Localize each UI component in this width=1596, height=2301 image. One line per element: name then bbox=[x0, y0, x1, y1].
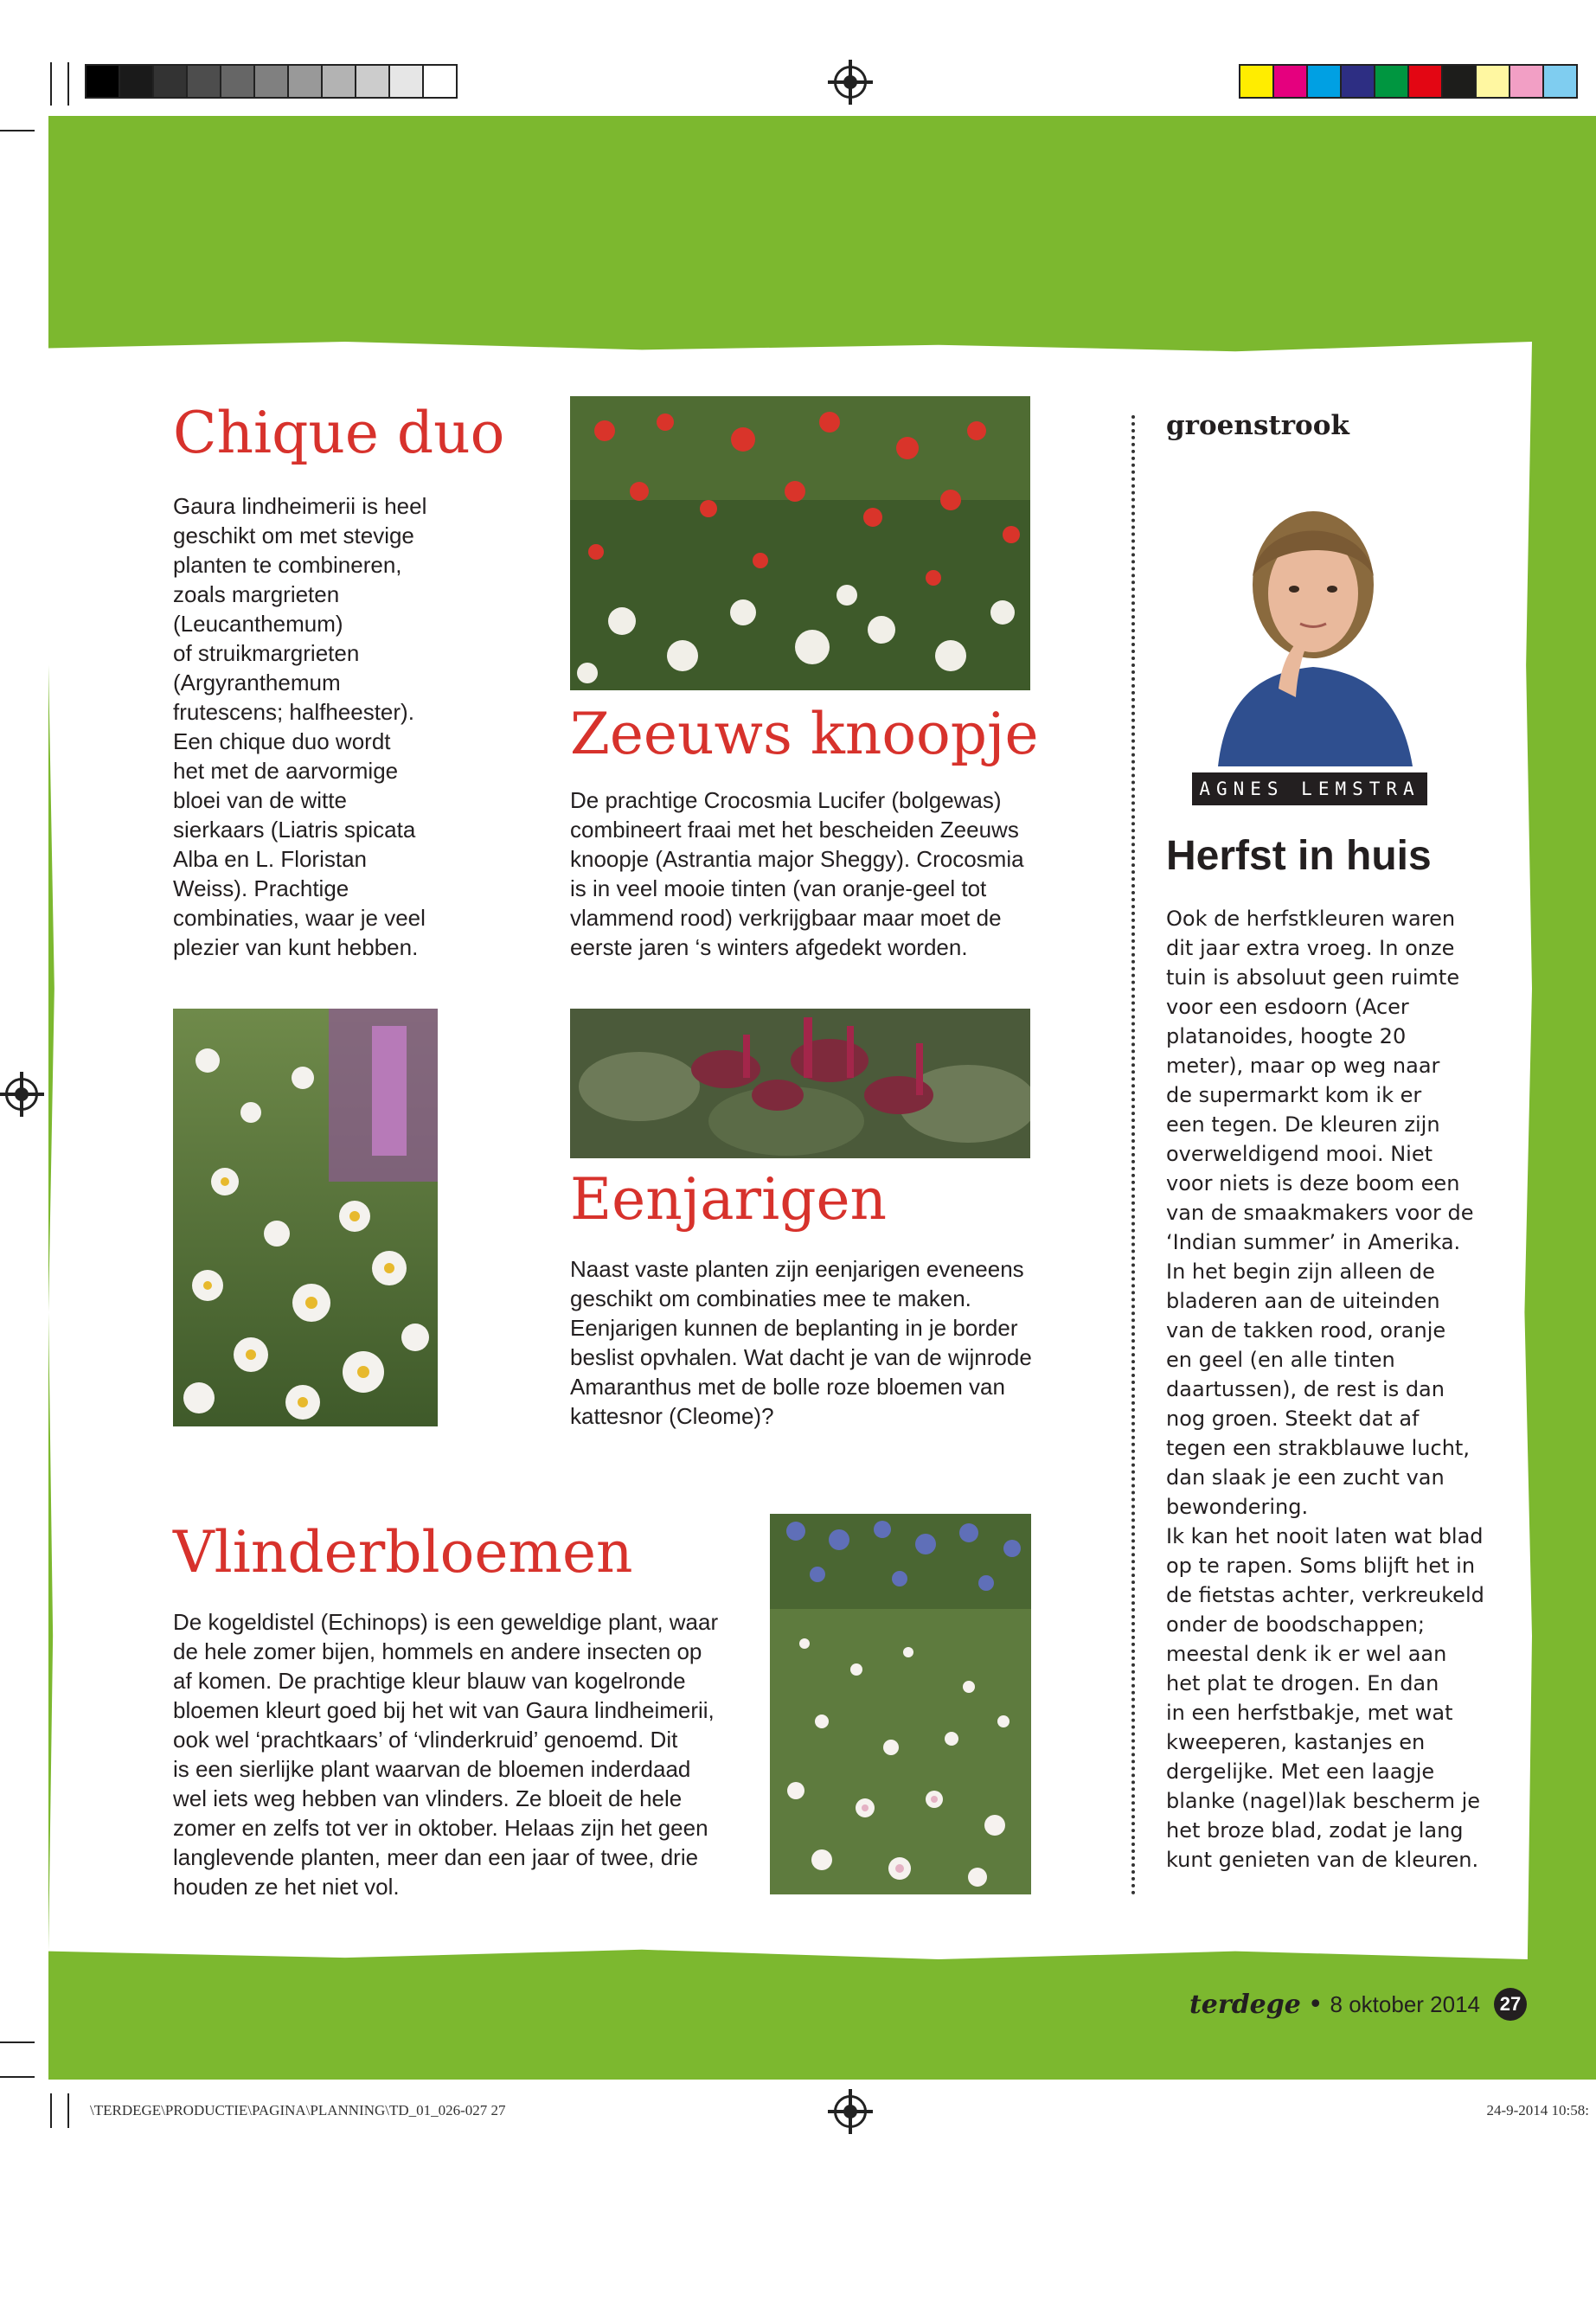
text-line: bloemen kleurt goed bij het wit van Gaura lindheimerii, bbox=[173, 1697, 715, 1723]
process-color-bar bbox=[1239, 64, 1578, 99]
color-swatch bbox=[1443, 66, 1477, 97]
text-line: Een chique duo wordt bbox=[173, 728, 391, 754]
text-line: kunt genieten van de kleuren. bbox=[1166, 1848, 1479, 1872]
text-line: Ook de herfstkleuren waren bbox=[1166, 907, 1456, 931]
text-line: van de takken rood, oranje bbox=[1166, 1318, 1446, 1343]
text-line: zomer en zelfs tot ver in oktober. Helaas zijn het geen bbox=[173, 1815, 708, 1841]
text-line: de hele zomer bijen, hommels en andere insecten op bbox=[173, 1638, 702, 1664]
color-swatch bbox=[1477, 66, 1510, 97]
text-line: dit jaar extra vroeg. In onze bbox=[1166, 936, 1455, 960]
eenjarigen-title: Eenjarigen bbox=[570, 1166, 888, 1233]
text-line: op te rapen. Soms blijft het in bbox=[1166, 1554, 1476, 1578]
text-line: de supermarkt kom ik er bbox=[1166, 1083, 1422, 1107]
author-name-tag: AGNES LEMSTRA bbox=[1192, 772, 1427, 805]
crop-mark bbox=[67, 62, 69, 106]
author-portrait bbox=[1201, 481, 1426, 766]
text-line: de fietstas achter, verkreukeld bbox=[1166, 1583, 1484, 1607]
gaura-daisy-photo bbox=[173, 1009, 438, 1426]
text-line: Amaranthus met de bolle roze bloemen van bbox=[570, 1374, 1005, 1400]
column-title: Herfst in huis bbox=[1166, 833, 1432, 879]
crop-mark bbox=[0, 130, 35, 131]
crop-mark bbox=[0, 2041, 35, 2043]
text-line: bladeren aan de uiteinden bbox=[1166, 1289, 1440, 1313]
text-line: langlevende planten, meer dan een jaar of twee, drie bbox=[173, 1844, 699, 1870]
color-swatch bbox=[1510, 66, 1544, 97]
color-swatch bbox=[1544, 66, 1576, 97]
text-line: nog groen. Steekt dat af bbox=[1166, 1407, 1420, 1431]
color-swatch bbox=[255, 66, 289, 97]
chique-duo-title: Chique duo bbox=[173, 400, 505, 466]
text-line: houden ze het niet vol. bbox=[173, 1874, 400, 1900]
text-line: bewondering. bbox=[1166, 1495, 1309, 1519]
color-swatch bbox=[1409, 66, 1443, 97]
color-swatch bbox=[188, 66, 221, 97]
text-line: frutescens; halfheester). bbox=[173, 699, 414, 725]
echinops-gaura-photo bbox=[770, 1514, 1031, 1894]
color-swatch bbox=[1375, 66, 1409, 97]
color-swatch bbox=[221, 66, 255, 97]
text-line: blanke (nagel)lak bescherm je bbox=[1166, 1789, 1481, 1813]
text-line: dergelijke. Met een laagje bbox=[1166, 1759, 1435, 1784]
text-line: tuin is absoluut geen ruimte bbox=[1166, 965, 1460, 990]
chique-duo-text bbox=[173, 491, 450, 962]
text-line: overweldigend mooi. Niet bbox=[1166, 1142, 1433, 1166]
text-line: Ik kan het nooit laten wat blad bbox=[1166, 1524, 1484, 1548]
text-line: onder de boodschappen; bbox=[1166, 1612, 1426, 1637]
text-line: het broze blad, zodat je lang bbox=[1166, 1818, 1464, 1843]
color-swatch bbox=[1342, 66, 1375, 97]
crocosmia-astrantia-photo bbox=[570, 396, 1030, 690]
page-footer bbox=[1189, 1988, 1527, 2021]
column-divider bbox=[1131, 415, 1135, 1896]
text-line: Gaura lindheimerii is heel bbox=[173, 493, 427, 519]
eenjarigen-text bbox=[570, 1254, 1054, 1431]
text-line: is in veel mooie tinten (van oranje-geel tot bbox=[570, 875, 987, 901]
text-line: De kogeldistel (Echinops) is een geweldige plant, waar bbox=[173, 1609, 719, 1635]
text-line: af komen. De prachtige kleur blauw van kogelronde bbox=[173, 1668, 686, 1694]
text-line: dan slaak je een zucht van bbox=[1166, 1465, 1445, 1490]
text-line: van de smaakmakers voor de bbox=[1166, 1201, 1474, 1225]
registration-mark-left bbox=[5, 1078, 38, 1111]
text-line: of struikmargrieten bbox=[173, 640, 360, 666]
text-line: eerste jaren ‘s winters afgedekt worden. bbox=[570, 934, 968, 960]
text-line: wel iets weg hebben van vlinders. Ze bloeit de hele bbox=[173, 1785, 683, 1811]
text-line: het plat te drogen. En dan bbox=[1166, 1671, 1439, 1695]
text-line: is een sierlijke plant waarvan de bloemen inderdaad bbox=[173, 1756, 691, 1782]
color-swatch bbox=[390, 66, 424, 97]
color-swatch bbox=[424, 66, 456, 97]
text-line: tegen een strakblauwe lucht, bbox=[1166, 1436, 1470, 1460]
text-line: ‘Indian summer’ in Amerika. bbox=[1166, 1230, 1461, 1254]
text-line: meestal denk ik er wel aan bbox=[1166, 1642, 1447, 1666]
text-line: combinaties, waar je veel bbox=[173, 905, 426, 931]
grayscale-color-bar bbox=[85, 64, 458, 99]
text-line: sierkaars (Liatris spicata bbox=[173, 817, 416, 843]
color-swatch bbox=[1240, 66, 1274, 97]
text-line: geschikt om met stevige bbox=[173, 522, 414, 548]
text-line: beslist opvhalen. Wat dacht je van de wijnrode bbox=[570, 1344, 1032, 1370]
column-section-label: groenstrook bbox=[1166, 410, 1349, 441]
text-line: (Leucanthemum) bbox=[173, 611, 343, 637]
color-swatch bbox=[1274, 66, 1308, 97]
text-line: kweeperen, kastanjes en bbox=[1166, 1730, 1426, 1754]
magazine-brand: terdege bbox=[1189, 1989, 1301, 2020]
text-line: Naast vaste planten zijn eenjarigen eveneens bbox=[570, 1256, 1024, 1282]
color-swatch bbox=[1308, 66, 1342, 97]
color-swatch bbox=[356, 66, 390, 97]
color-swatch bbox=[120, 66, 154, 97]
amaranthus-photo bbox=[570, 1009, 1030, 1158]
color-swatch bbox=[323, 66, 356, 97]
text-line: vlammend rood) verkrijgbaar maar moet de bbox=[570, 905, 1002, 931]
column-text bbox=[1166, 904, 1486, 1875]
zeeuws-knoopje-title: Zeeuws knoopje bbox=[570, 701, 1039, 767]
text-line: het met de aarvormige bbox=[173, 758, 399, 784]
text-line: Alba en L. Floristan bbox=[173, 846, 368, 872]
text-line: in een herfstbakje, met wat bbox=[1166, 1701, 1453, 1725]
registration-mark-bottom bbox=[834, 2095, 867, 2128]
footer-bullet: • bbox=[1307, 1989, 1324, 2020]
text-line: planten te combineren, bbox=[173, 552, 402, 578]
text-line: daartussen), de rest is dan bbox=[1166, 1377, 1445, 1401]
text-line: In het begin zijn alleen de bbox=[1166, 1259, 1435, 1284]
text-line: De prachtige Crocosmia Lucifer (bolgewas) bbox=[570, 787, 1002, 813]
crop-mark bbox=[0, 2076, 35, 2078]
crop-mark bbox=[50, 2093, 52, 2128]
registration-mark-top bbox=[834, 66, 867, 99]
vlinderbloemen-title: Vlinderbloemen bbox=[173, 1519, 633, 1586]
issue-date: 8 oktober 2014 bbox=[1330, 1990, 1480, 2017]
vlinderbloemen-text bbox=[173, 1607, 727, 1901]
text-line: combineert fraai met het bescheiden Zeeuws bbox=[570, 817, 1019, 843]
text-line: voor een esdoorn (Acer bbox=[1166, 995, 1409, 1019]
text-line: en geel (en alle tinten bbox=[1166, 1348, 1395, 1372]
page-number: 27 bbox=[1494, 1988, 1527, 2021]
text-line: bloei van de witte bbox=[173, 787, 347, 813]
text-line: Weiss). Prachtige bbox=[173, 875, 349, 901]
text-line: (Argyranthemum bbox=[173, 670, 341, 695]
zeeuws-knoopje-text bbox=[570, 785, 1054, 962]
color-swatch bbox=[289, 66, 323, 97]
text-line: plezier van kunt hebben. bbox=[173, 934, 419, 960]
text-line: geschikt om combinaties mee te maken. bbox=[570, 1285, 971, 1311]
text-line: Eenjarigen kunnen de beplanting in je border bbox=[570, 1315, 1018, 1341]
text-line: voor niets is deze boom een bbox=[1166, 1171, 1460, 1195]
text-line: meter), maar op weg naar bbox=[1166, 1054, 1440, 1078]
timestamp-slug: 24-9-2014 10:58: bbox=[1486, 2102, 1589, 2118]
text-line: zoals margrieten bbox=[173, 581, 340, 607]
text-line: platanoides, hoogte 20 bbox=[1166, 1024, 1407, 1048]
crop-mark bbox=[67, 2093, 69, 2128]
color-swatch bbox=[87, 66, 120, 97]
text-line: een tegen. De kleuren zijn bbox=[1166, 1112, 1440, 1137]
file-path-slug: \TERDEGE\PRODUCTIE\PAGINA\PLANNING\TD_01_026-027 27 bbox=[90, 2102, 506, 2118]
text-line: kattesnor (Cleome)? bbox=[570, 1403, 774, 1429]
text-line: ook wel ‘prachtkaars’ of ‘vlinderkruid’ genoemd. Dit bbox=[173, 1727, 678, 1753]
color-swatch bbox=[154, 66, 188, 97]
crop-mark bbox=[50, 62, 52, 106]
text-line: knoopje (Astrantia major Sheggy). Crocosmia bbox=[570, 846, 1024, 872]
